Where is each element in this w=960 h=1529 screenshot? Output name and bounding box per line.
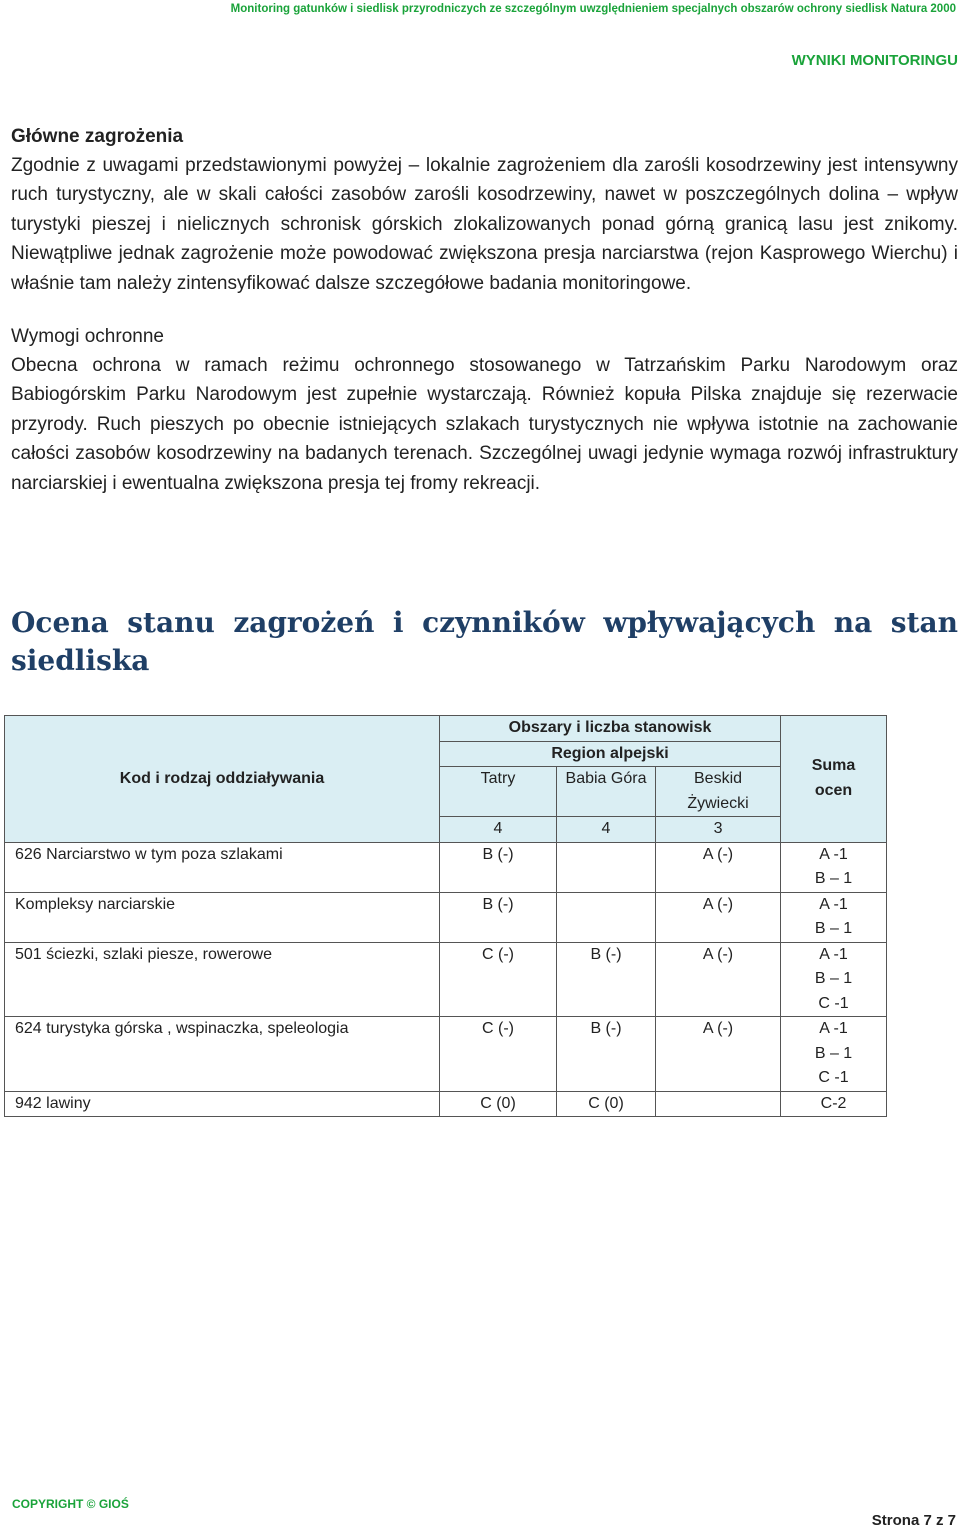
row-label: Kompleksy narciarskie — [5, 892, 440, 942]
footer-copyright: COPYRIGHT © GIOŚ — [12, 1497, 129, 1511]
threats-table — [4, 715, 887, 1117]
sum-line: B – 1 — [814, 870, 853, 887]
row-label: 626 Narciarstwo w tym poza szlakami — [5, 842, 440, 892]
section-heading: Ocena stanu zagrożeń i czynników wpływających na stan siedliska — [11, 606, 958, 677]
sum-line: A -1 — [819, 945, 848, 963]
threats-text: Zgodnie z uwagami przedstawionymi powyżej – lokalnie zagrożeniem dla zarośli kosodrzewiny jest intensywny ruch turystyczny, ale w skali całości zasobów zarośli kosodrzewiny, nawet w poszczególnych dolina – wpływ turystyki pieszej i nielicznych schronisk górskich zlokalizowanych ponad górną granicą lasu jest znikomy. Niewątpliwe jednak zagrożenie może powodować zwiększona presja narciarstwa (rejon Kasprowego Wierchu) i właśnie tam należy zintensyfikować dalsze szczegółowe badania monitoringowe. — [11, 155, 958, 294]
rating-cell: C (-) — [440, 942, 557, 1017]
rating-cell — [656, 1091, 781, 1117]
count-cell: 4 — [440, 817, 557, 843]
table-row — [5, 1017, 887, 1092]
sum-line: B – 1 — [814, 1044, 853, 1062]
row-label: 501 ściezki, szlaki piesze, rowerowe — [5, 942, 440, 1017]
sum-header — [781, 716, 887, 843]
sum-line: A -1 — [819, 845, 848, 863]
table-row — [5, 892, 887, 942]
col-code-header: Kod i rodzaj oddziaływania — [5, 716, 440, 843]
area-header: Tatry — [440, 767, 557, 817]
rating-cell — [557, 892, 656, 942]
rating-cell: C (-) — [440, 1017, 557, 1092]
header-title: Monitoring gatunków i siedlisk przyrodniczych ze szczególnym uwzględnieniem specjalnych obszarów ochrony siedlisk Natura 2000 — [230, 3, 956, 15]
sum-header-text: Suma ocen — [811, 757, 856, 799]
group-header: Obszary i liczba stanowisk — [440, 716, 781, 742]
area-header — [656, 767, 781, 817]
sum-cell — [781, 1017, 887, 1092]
sum-line: B – 1 — [814, 920, 853, 937]
rating-cell: C (0) — [557, 1091, 656, 1117]
rating-cell: A (-) — [656, 1017, 781, 1092]
header-section: WYNIKI MONITORINGU — [791, 52, 958, 69]
table-row — [5, 1091, 887, 1117]
protection-text: Obecna ochrona w ramach reżimu ochronnego stosowanego w Tatrzańskim Parku Narodowym oraz Babiogórskim Parku Narodowym jest zupełnie wystarczają. Również kopuła Pilska znajduje się rezerwacie przyrody. Ruch pieszych po obecnie istniejących szlakach turystycznych nie wpływa istotnie na zachowanie całości zasobów kosodrzewiny na badanych terenach. Szczególnej uwagi jedynie wymaga rozwój infrastruktury narciarskiej i ewentualna zwiększona presja tej fromy rekreacji. — [11, 355, 958, 494]
rating-cell: B (-) — [557, 942, 656, 1017]
sum-line: A -1 — [819, 895, 848, 913]
sum-line: B – 1 — [814, 970, 853, 987]
table-row — [5, 842, 887, 892]
count-cell: 3 — [656, 817, 781, 843]
body-text — [11, 122, 958, 498]
rating-cell: B (-) — [440, 892, 557, 942]
table-row — [5, 942, 887, 1017]
rating-cell: A (-) — [656, 842, 781, 892]
footer-page-number: Strona 7 z 7 — [871, 1512, 956, 1529]
row-label: 942 lawiny — [5, 1091, 440, 1117]
rating-cell: A (-) — [656, 892, 781, 942]
rating-cell — [557, 842, 656, 892]
rating-cell: A (-) — [656, 942, 781, 1017]
sum-line: C-2 — [820, 1094, 847, 1112]
sum-line: A -1 — [819, 1020, 848, 1037]
sum-line: C -1 — [818, 1069, 849, 1086]
region-header: Region alpejski — [440, 741, 781, 767]
count-cell: 4 — [557, 817, 656, 843]
table-body — [5, 842, 887, 1117]
sum-cell — [781, 942, 887, 1017]
sum-cell — [781, 1091, 887, 1117]
threats-title: Główne zagrożenia — [11, 126, 184, 147]
row-label: 624 turystyka górska , wspinaczka, speleologia — [5, 1017, 440, 1092]
sum-cell — [781, 892, 887, 942]
rating-cell: C (0) — [440, 1091, 557, 1117]
area-header: Babia Góra — [557, 767, 656, 817]
sum-cell — [781, 842, 887, 892]
sum-line: C -1 — [818, 994, 849, 1012]
area-header-text: Beskid Żywiecki — [687, 770, 749, 812]
protection-title: Wymogi ochronne — [11, 326, 164, 348]
rating-cell: B (-) — [557, 1017, 656, 1092]
rating-cell: B (-) — [440, 842, 557, 892]
